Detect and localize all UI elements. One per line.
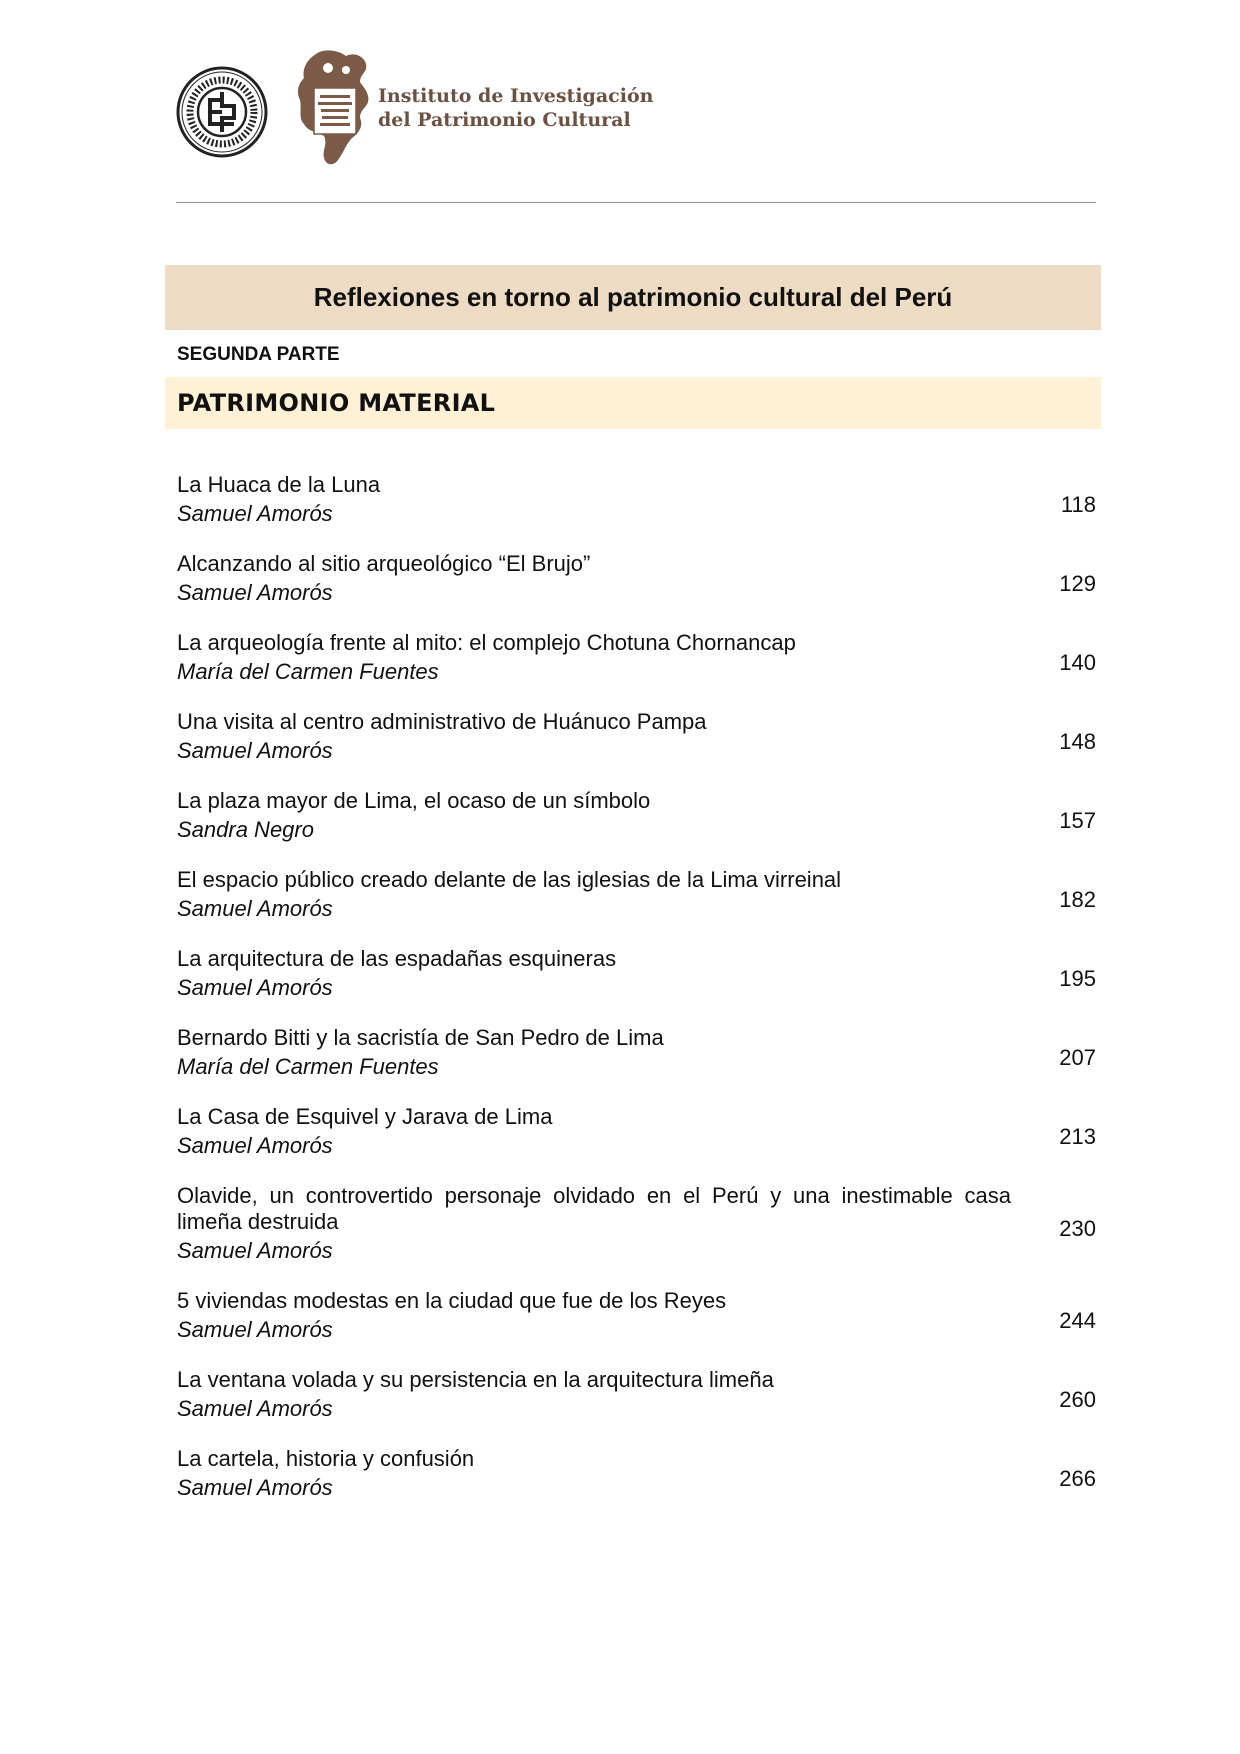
toc-entry-page: 157: [1059, 808, 1096, 833]
toc-entry-author: Samuel Amorós: [177, 1133, 333, 1158]
toc-entry: [177, 1025, 1096, 1104]
toc-entry-author: Samuel Amorós: [177, 1238, 333, 1263]
institute-name-line1: Instituto de Investigación: [378, 85, 654, 107]
institute-name: [378, 84, 653, 132]
toc-entry: [177, 1183, 1096, 1288]
toc-entry-title: Bernardo Bitti y la sacristía de San Pedro de Lima: [177, 1025, 664, 1050]
toc-entry-title: La arqueología frente al mito: el complejo Chotuna Chornancap: [177, 630, 796, 655]
toc-entry-author: Samuel Amorós: [177, 738, 333, 763]
toc-entry-page: 129: [1059, 571, 1096, 596]
toc-entry-title: 5 viviendas modestas en la ciudad que fue de los Reyes: [177, 1288, 727, 1313]
toc-entry: [177, 1104, 1096, 1183]
toc-entry-author: María del Carmen Fuentes: [177, 659, 439, 684]
toc-entry-title: Una visita al centro administrativo de Huánuco Pampa: [177, 709, 707, 734]
toc-entry-author: Samuel Amorós: [177, 975, 333, 1000]
toc-entry-author: Sandra Negro: [177, 817, 314, 842]
toc-entry-page: 266: [1059, 1466, 1096, 1491]
part-label: SEGUNDA PARTE: [177, 344, 340, 365]
page-header: [176, 44, 1096, 174]
toc-entry-title: La plaza mayor de Lima, el ocaso de un símbolo: [177, 788, 651, 813]
toc-entry-author: Samuel Amorós: [177, 1317, 333, 1342]
toc-entry-page: 140: [1059, 650, 1096, 675]
toc-entry-page: 260: [1059, 1387, 1096, 1412]
toc-entry: [177, 472, 1096, 551]
toc-entry-author: Samuel Amorós: [177, 1396, 333, 1421]
institute-name-line2: del Patrimonio Cultural: [378, 109, 631, 131]
toc-entry: [177, 551, 1096, 630]
toc-entry-page: 213: [1059, 1124, 1096, 1149]
toc-entry: [177, 1367, 1096, 1446]
toc-entry: [177, 1288, 1096, 1367]
toc-entry-title: Alcanzando al sitio arqueológico “El Brujo”: [177, 551, 591, 576]
toc-entry-title: Olavide, un controvertido personaje olvidado en el Perú y una inestimable casa limeña destruida: [177, 1183, 1011, 1234]
toc-entry-title: La cartela, historia y confusión: [177, 1446, 475, 1471]
toc-entry-page: 244: [1059, 1308, 1096, 1333]
toc-entry: [177, 788, 1096, 867]
toc-entry-page: 118: [1060, 492, 1096, 517]
toc-entry-page: 207: [1059, 1045, 1096, 1070]
toc-entry: [177, 867, 1096, 946]
toc-entry: [177, 946, 1096, 1025]
header-divider: [176, 202, 1096, 203]
section-title: PATRIMONIO MATERIAL: [177, 389, 496, 417]
institute-emblem-logo: [294, 48, 372, 168]
toc-entry-page: 182: [1059, 887, 1096, 912]
toc-entry-author: Samuel Amorós: [177, 896, 333, 921]
toc-entry-title: La Casa de Esquivel y Jarava de Lima: [177, 1104, 553, 1129]
book-title: Reflexiones en torno al patrimonio cultural del Perú: [313, 282, 953, 312]
toc-entry-author: Samuel Amorós: [177, 580, 333, 605]
toc-entry-title: La arquitectura de las espadañas esquineras: [177, 946, 617, 971]
toc-entry-author: Samuel Amorós: [177, 1475, 333, 1500]
table-of-contents: [177, 472, 1096, 1525]
book-title-band: [165, 265, 1101, 330]
toc-entry: [177, 709, 1096, 788]
toc-entry-page: 148: [1059, 729, 1096, 754]
toc-entry-author: Samuel Amorós: [177, 501, 333, 526]
toc-entry-title: La ventana volada y su persistencia en la arquitectura limeña: [177, 1367, 774, 1392]
toc-entry-title: La Huaca de la Luna: [177, 472, 381, 497]
toc-entry: [177, 630, 1096, 709]
university-seal-logo: [176, 66, 268, 158]
toc-entry-page: 230: [1059, 1216, 1096, 1241]
toc-entry-title: El espacio público creado delante de las iglesias de la Lima virreinal: [177, 867, 842, 892]
section-band: [165, 377, 1101, 429]
toc-entry-author: María del Carmen Fuentes: [177, 1054, 439, 1079]
toc-entry-page: 195: [1059, 966, 1096, 991]
toc-entry: [177, 1446, 1096, 1525]
